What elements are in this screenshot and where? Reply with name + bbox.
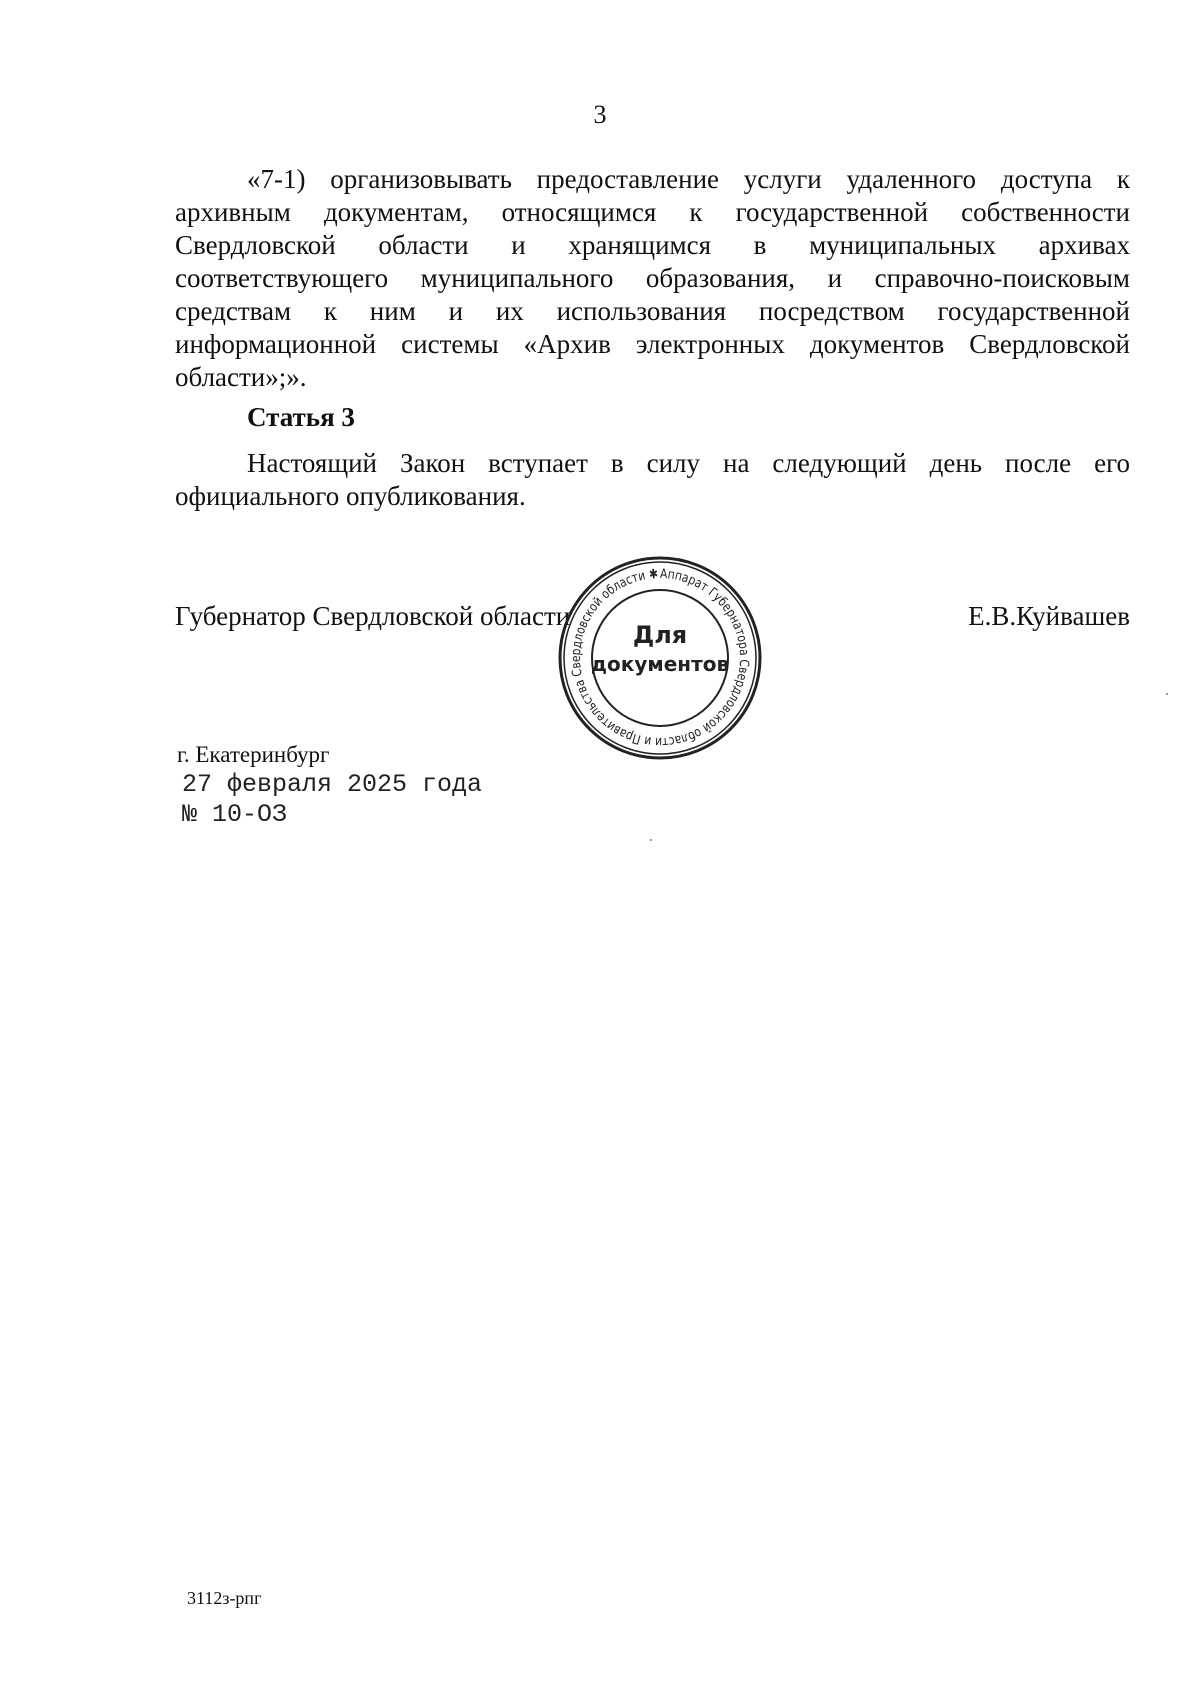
law-number: № 10-ОЗ	[182, 800, 288, 829]
signatory-title: Губернатор Свердловской области	[175, 601, 571, 631]
stamp-center-line-1: Для	[632, 621, 688, 649]
stamp-ring-text: Аппарат Губернатора Свердловской области и Правительства Свердловской области ✱	[568, 566, 752, 750]
entry-into-force-paragraph: Настоящий Закон вступает в силу на следующий день после его официального опубликования.	[175, 448, 1130, 511]
scan-speck	[1166, 693, 1168, 695]
official-stamp	[555, 553, 765, 763]
city: г. Екатеринбург	[177, 742, 330, 767]
signatory-name: Е.В.Куйвашев	[968, 601, 1130, 631]
stamp-center-line-2: документов	[590, 652, 730, 676]
document-code: 3112з-рпг	[187, 1588, 262, 1608]
signing-date: 27 февраля 2025 года	[182, 770, 483, 799]
article-heading: Статья 3	[247, 402, 355, 432]
scan-speck	[650, 839, 652, 841]
page-number: 3	[593, 100, 607, 129]
amendment-paragraph: «7-1) организовывать предоставление услуги удаленного доступа к архивным документам, относящимся к государственной собственности Свердловской области и хранящимся в муниципальных архивах соответствующего муниципального образования, и справочно-поисковым средствам к ним и их использования посредством государственной информационной системы «Архив электронных документов Свердловской области»;».	[175, 164, 1130, 392]
